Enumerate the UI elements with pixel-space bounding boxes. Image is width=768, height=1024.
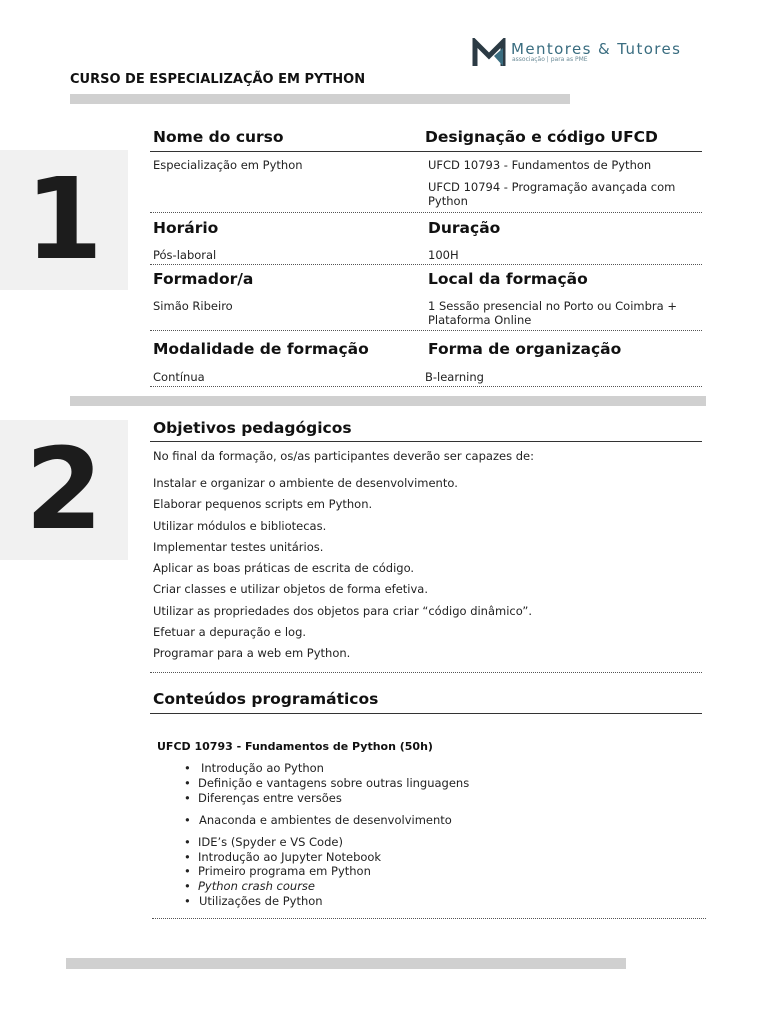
- objective-item: Instalar e organizar o ambiente de desenvolvimento.: [153, 476, 458, 490]
- objective-item: Criar classes e utilizar objetos de forma efetiva.: [153, 582, 428, 597]
- organization-value: B-learning: [425, 370, 484, 384]
- objectives-header: Objetivos pedagógicos: [153, 419, 352, 437]
- ufcd-designation-header: Designação e código UFCD: [425, 128, 658, 146]
- organization-header: Forma de organização: [428, 340, 622, 358]
- topics-list: [150, 761, 469, 909]
- modality-header: Modalidade de formação: [153, 340, 369, 358]
- row-1-divider: [150, 212, 702, 213]
- row-4-divider: [150, 386, 702, 387]
- logo-name: Mentores & Tutores: [511, 40, 682, 58]
- row-2-divider: [150, 264, 702, 265]
- ufcd-code-1: UFCD 10793 - Fundamentos de Python: [428, 158, 652, 172]
- schedule-value: Pós-laboral: [153, 248, 217, 262]
- objective-item: Programar para a web em Python.: [153, 646, 351, 661]
- topic-item: • Definição e vantagens sobre outras linguagens: [184, 776, 470, 790]
- contents-header-rule: [150, 713, 702, 714]
- objective-item: Elaborar pequenos scripts em Python.: [153, 497, 373, 512]
- row-3-divider: [150, 330, 702, 331]
- contents-divider: [152, 918, 706, 919]
- bullet-icon: •: [184, 878, 191, 893]
- objective-item: Utilizar módulos e bibliotecas.: [153, 518, 327, 533]
- objectives-header-rule: [150, 441, 702, 442]
- topic-item: • Primeiro programa em Python: [184, 864, 371, 878]
- logo-tagline: associação | para as PME: [512, 56, 588, 63]
- bullet-icon: •: [184, 849, 191, 864]
- bullet-icon: •: [184, 791, 191, 805]
- row-1-header-rule: [150, 151, 702, 152]
- bullet-icon: •: [184, 761, 191, 775]
- section-2-number: 2: [25, 425, 103, 555]
- topic-item: • Python crash course: [184, 878, 315, 893]
- course-name-value: Especialização em Python: [153, 158, 303, 172]
- objectives-divider: [150, 672, 702, 673]
- section-1-number: 1: [25, 155, 103, 285]
- bullet-icon: •: [184, 893, 191, 908]
- objectives-list: [153, 473, 532, 665]
- course-name-header: Nome do curso: [153, 128, 284, 146]
- objectives-intro: No final da formação, os/as participantes deverão ser capazes de:: [153, 449, 534, 463]
- duration-value: 100H: [428, 248, 459, 262]
- location-header: Local da formação: [428, 270, 588, 288]
- modality-value: Contínua: [153, 370, 205, 384]
- topic-item: • Diferenças entre versões: [184, 791, 342, 805]
- logo-mark-icon: [472, 38, 506, 68]
- topic-item: • Introdução ao Python: [184, 761, 324, 775]
- ufcd-module-title: UFCD 10793 - Fundamentos de Python (50h): [157, 740, 433, 753]
- topic-item: • IDE’s (Spyder e VS Code): [184, 835, 343, 849]
- section-divider-bar: [70, 396, 706, 406]
- bullet-icon: •: [184, 776, 191, 790]
- contents-header: Conteúdos programáticos: [153, 690, 379, 708]
- trainer-value: Simão Ribeiro: [153, 299, 233, 313]
- schedule-header: Horário: [153, 219, 219, 237]
- document-title: CURSO DE ESPECIALIZAÇÃO EM PYTHON: [70, 72, 366, 87]
- topic-item: • Introdução ao Jupyter Notebook: [184, 849, 382, 864]
- bullet-icon: •: [184, 835, 191, 849]
- bullet-icon: •: [184, 813, 191, 827]
- footer-bar: [66, 958, 626, 969]
- section-2-number-box: [0, 420, 128, 560]
- trainer-header: Formador/a: [153, 270, 254, 288]
- objective-item: Efetuar a depuração e log.: [153, 625, 307, 640]
- objective-item: Implementar testes unitários.: [153, 539, 324, 554]
- duration-header: Duração: [428, 219, 501, 237]
- topic-item: • Anaconda e ambientes de desenvolvimento: [184, 813, 452, 827]
- location-value: 1 Sessão presencial no Porto ou Coimbra + Plataforma Online: [428, 299, 677, 327]
- objective-item: Aplicar as boas práticas de escrita de código.: [153, 561, 415, 576]
- bullet-icon: •: [184, 864, 191, 878]
- ufcd-code-2: UFCD 10794 - Programação avançada com Python: [428, 180, 676, 208]
- topic-item: • Utilizações de Python: [184, 893, 323, 908]
- title-divider-bar: [70, 94, 570, 104]
- section-1-number-box: [0, 150, 128, 290]
- objective-item: Utilizar as propriedades dos objetos para criar “código dinâmico”.: [153, 603, 532, 618]
